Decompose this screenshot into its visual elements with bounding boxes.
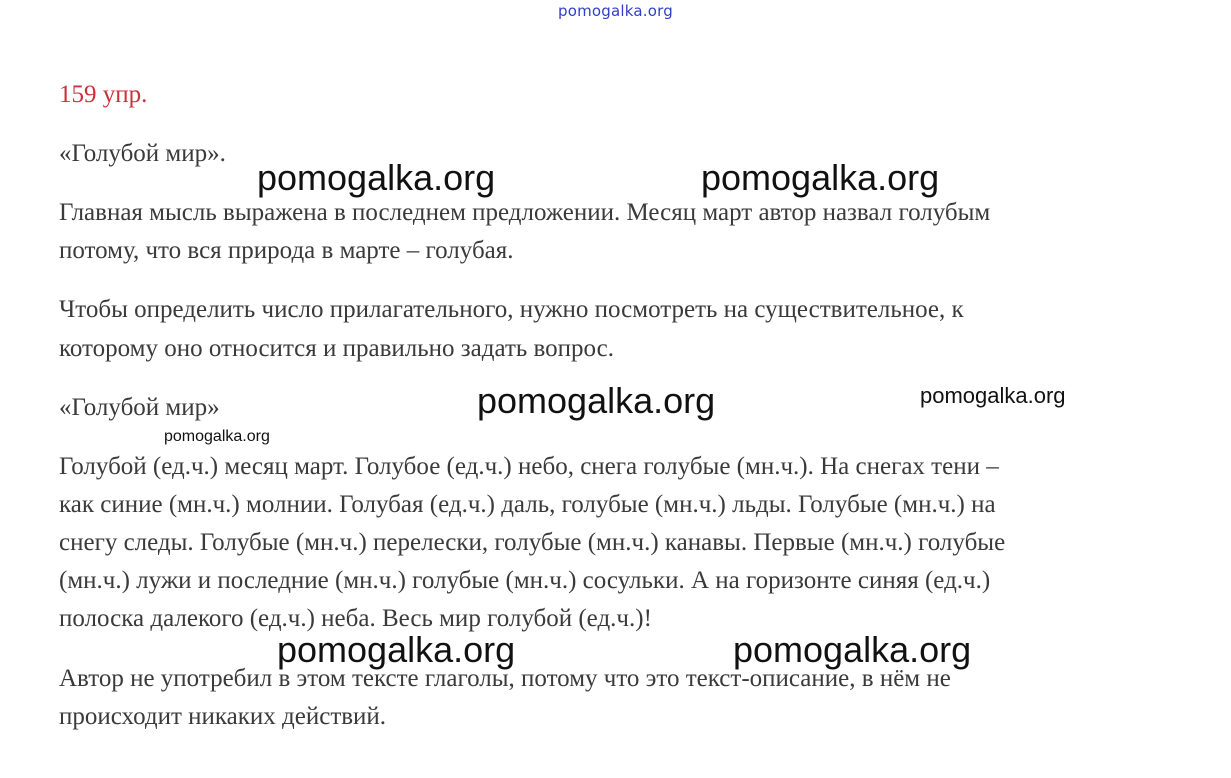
watermark: pomogalka.org [257, 157, 496, 198]
paragraph-3-line-1: Голубой (ед.ч.) месяц март. Голубое (ед.ч.) небо, снега голубые (мн.ч.). На снегах тени – [59, 453, 999, 480]
site-link[interactable]: pomogalka.org [558, 2, 673, 20]
watermark: pomogalka.org [920, 383, 1066, 408]
paragraph-1-line-1: Главная мысль выражена в последнем предложении. Месяц март автор назвал голубым [59, 199, 991, 226]
watermark: pomogalka.org [164, 428, 270, 445]
watermark: pomogalka.org [277, 629, 516, 670]
paragraph-1-line-2: потому, что вся природа в марте – голубая. [59, 237, 514, 264]
paragraph-4-line-2: происходит никаких действий. [59, 703, 387, 730]
watermark: pomogalka.org [733, 629, 972, 670]
title-1: «Голубой мир». [59, 140, 226, 167]
paragraph-3-line-4: (мн.ч.) лужи и последние (мн.ч.) голубые (мн.ч.) сосульки. А на горизонте синяя (ед.ч.) [59, 567, 991, 594]
paragraph-3-line-3: снегу следы. Голубые (мн.ч.) перелески, голубые (мн.ч.) канавы. Первые (мн.ч.) голубые [59, 529, 1006, 556]
paragraph-3-line-2: как синие (мн.ч.) молнии. Голубая (ед.ч.) даль, голубые (мн.ч.) льды. Голубые (мн.ч.) на [59, 491, 996, 518]
watermark: pomogalka.org [701, 157, 940, 198]
paragraph-4-line-1: Автор не употребил в этом тексте глаголы, потому что это текст-описание, в нём не [59, 665, 951, 692]
watermark: pomogalka.org [477, 380, 716, 421]
title-2: «Голубой мир» [59, 394, 220, 421]
paragraph-2-line-2: которому оно относится и правильно задать вопрос. [59, 335, 615, 362]
paragraph-2-line-1: Чтобы определить число прилагательного, нужно посмотреть на существительное, к [59, 296, 964, 323]
paragraph-3-line-5: полоска далекого (ед.ч.) неба. Весь мир голубой (ед.ч.)! [59, 605, 652, 632]
exercise-label: 159 упр. [59, 81, 148, 108]
